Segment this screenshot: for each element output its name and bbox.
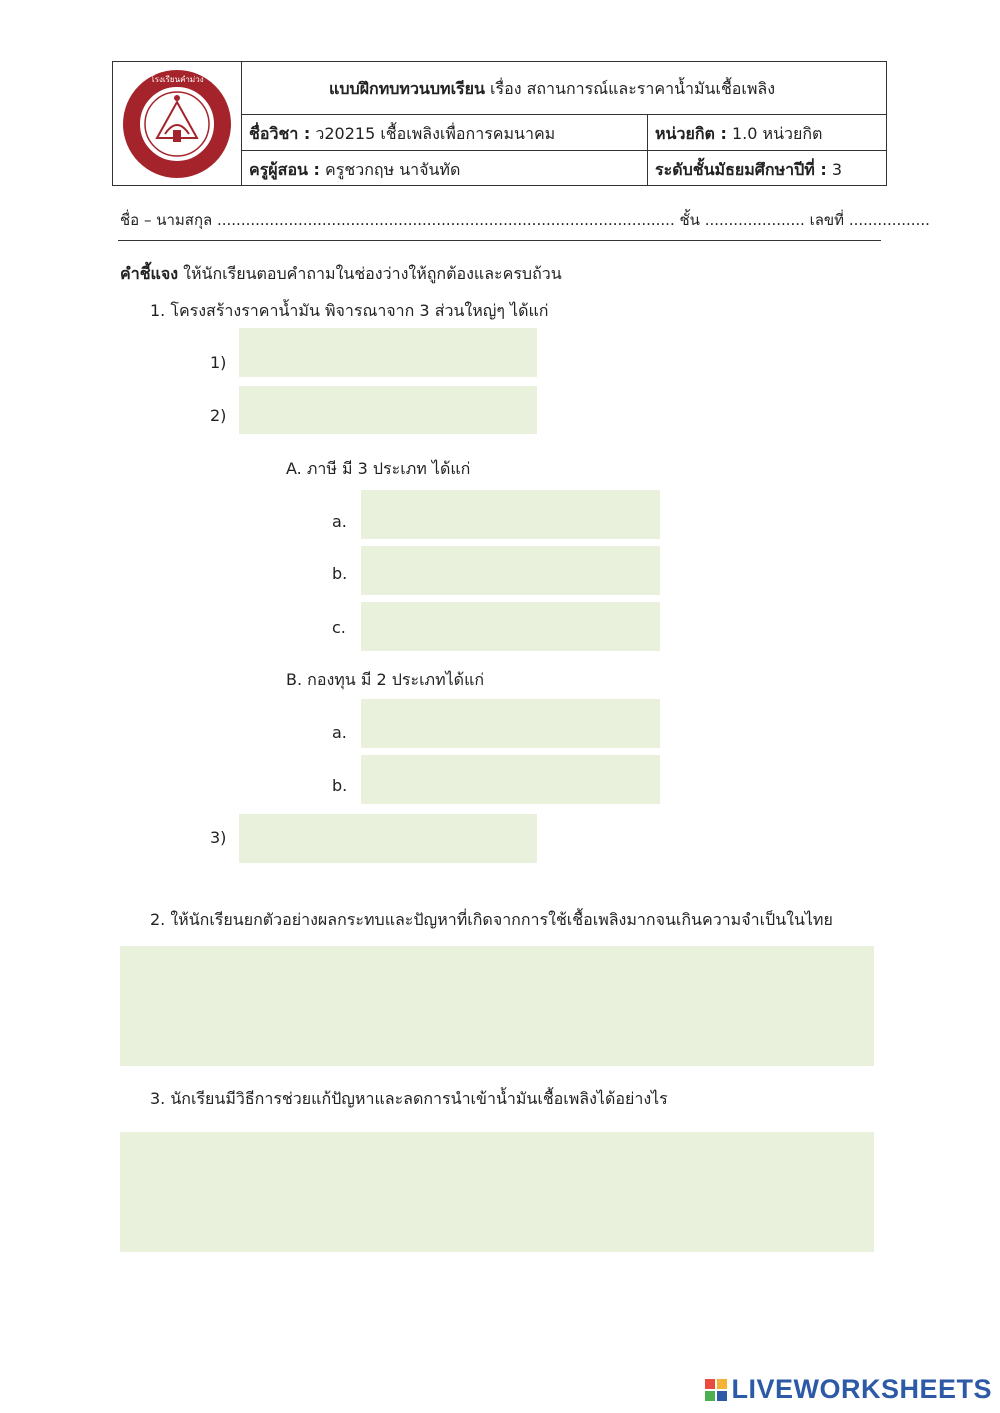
question-1: 1. โครงสร้างราคาน้ำมัน พิจารณาจาก 3 ส่วนใหญ่ๆ ได้แก่ <box>150 301 549 320</box>
q1-answer-3-input[interactable] <box>239 814 537 863</box>
level-label: ระดับชั้นมัธยมศึกษาปีที่ : <box>655 160 827 179</box>
tax-c-label: c. <box>332 618 346 637</box>
title-topic: เรื่อง สถานการณ์และราคาน้ำมันเชื้อเพลิง <box>490 79 776 98</box>
fund-b-input[interactable] <box>361 755 660 804</box>
instructions-text: ให้นักเรียนตอบคำถามในช่องว่างให้ถูกต้องและครบถ้วน <box>183 264 562 283</box>
q1-answer-1-input[interactable] <box>239 328 537 377</box>
liveworksheets-watermark[interactable] <box>705 1374 992 1405</box>
credit-label: หน่วยกิต : <box>655 124 727 143</box>
school-logo <box>121 68 233 180</box>
fund-b-label: b. <box>332 776 348 795</box>
level-value: 3 <box>831 160 843 179</box>
title-bold: แบบฝึกทบทวนบทเรียน <box>329 79 485 98</box>
tax-a-input[interactable] <box>361 490 660 539</box>
watermark-text: LIVEWORKSHEETS <box>731 1374 992 1404</box>
q1-item-3-label: 3) <box>210 828 227 847</box>
q1-sub-a-heading: A. ภาษี มี 3 ประเภท ได้แก่ <box>286 459 471 478</box>
credit-value: 1.0 หน่วยกิต <box>731 124 823 143</box>
instructions <box>120 264 562 283</box>
tax-a-label: a. <box>332 512 347 531</box>
question-2: 2. ให้นักเรียนยกตัวอย่างผลกระทบและปัญหาที่เกิดจากการใช้เชื้อเพลิงมากจนเกินความจำเป็นในไทย <box>150 910 833 929</box>
header-table <box>112 61 887 186</box>
tax-b-input[interactable] <box>361 546 660 595</box>
worksheet-title <box>329 77 775 102</box>
credit-cell <box>655 122 822 147</box>
subject-cell <box>249 122 555 147</box>
teacher-value: ครูชวกฤษ นาจันทัด <box>325 160 461 179</box>
subject-label: ชื่อวิชา : <box>249 124 311 143</box>
q1-sub-b-heading: B. กองทุน มี 2 ประเภทได้แก่ <box>286 670 485 689</box>
tax-c-input[interactable] <box>361 602 660 651</box>
student-info-line: ชื่อ – นามสกุล ................................................................................................ ชั้น ..................... เลขที่ ................. <box>120 211 930 229</box>
divider <box>118 240 881 241</box>
q1-item-1-label: 1) <box>210 353 227 372</box>
q3-answer-textarea[interactable] <box>120 1132 874 1252</box>
q1-item-2-label: 2) <box>210 406 227 425</box>
teacher-cell <box>249 158 460 183</box>
tax-b-label: b. <box>332 564 348 583</box>
instructions-label: คำชี้แจง <box>120 264 179 283</box>
logo-text: โรงเรียนคำม่วง <box>150 75 204 84</box>
liveworksheets-logo-icon <box>705 1379 727 1401</box>
question-3: 3. นักเรียนมีวิธีการช่วยแก้ปัญหาและลดการนำเข้าน้ำมันเชื้อเพลิงได้อย่างไร <box>150 1089 668 1108</box>
q2-answer-textarea[interactable] <box>120 946 874 1066</box>
fund-a-input[interactable] <box>361 699 660 748</box>
level-cell <box>655 158 842 183</box>
teacher-label: ครูผู้สอน : <box>249 160 320 179</box>
q1-answer-2-input[interactable] <box>239 386 537 434</box>
subject-value: ว20215 เชื้อเพลิงเพื่อการคมนาคม <box>315 124 556 143</box>
fund-a-label: a. <box>332 723 347 742</box>
